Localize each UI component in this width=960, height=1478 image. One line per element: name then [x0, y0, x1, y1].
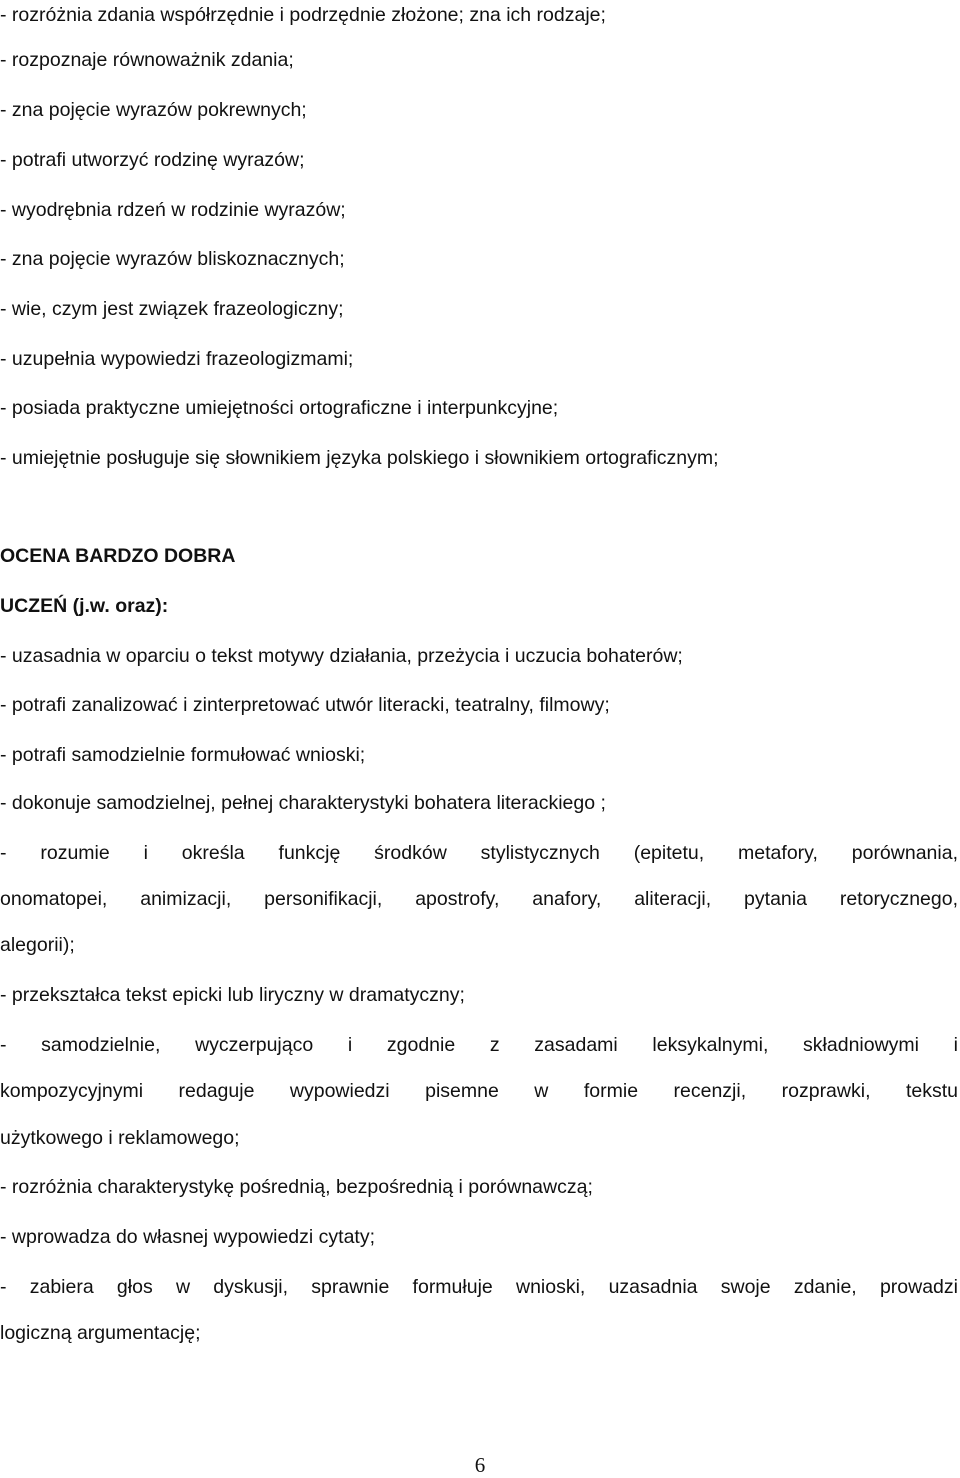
list-item-continuation: onomatopei, animizacji, personifikacji, apostrofy, anafory, aliteracji, pytania retorycznego,	[0, 888, 958, 910]
list-item: - przekształca tekst epicki lub liryczny w dramatyczny;	[0, 984, 465, 1006]
list-item-continuation: logiczną argumentację;	[0, 1322, 201, 1344]
list-item: - umiejętnie posługuje się słownikiem języka polskiego i słownikiem ortograficznym;	[0, 447, 719, 469]
section-subtitle: UCZEŃ (j.w. oraz):	[0, 595, 169, 617]
list-item: - rozumie i określa funkcję środków stylistycznych (epitetu, metafory, porównania,	[0, 842, 958, 864]
list-item-continuation: alegorii);	[0, 934, 75, 956]
list-item: - rozpoznaje równoważnik zdania;	[0, 49, 294, 71]
list-item: - posiada praktyczne umiejętności ortograficzne i interpunkcyjne;	[0, 397, 559, 419]
list-item: - samodzielnie, wyczerpująco i zgodnie z zasadami leksykalnymi, składniowymi i	[0, 1034, 958, 1056]
page-number: 6	[474, 1453, 486, 1477]
list-item: - wyodrębnia rdzeń w rodzinie wyrazów;	[0, 199, 346, 221]
list-item: - potrafi zanalizować i zinterpretować utwór literacki, teatralny, filmowy;	[0, 694, 610, 716]
list-item: - uzasadnia w oparciu o tekst motywy działania, przeżycia i uczucia bohaterów;	[0, 645, 683, 667]
list-item: - rozróżnia charakterystykę pośrednią, bezpośrednią i porównawczą;	[0, 1176, 593, 1198]
list-item: - wie, czym jest związek frazeologiczny;	[0, 298, 344, 320]
section-title: OCENA BARDZO DOBRA	[0, 545, 236, 567]
list-item: - zna pojęcie wyrazów bliskoznacznych;	[0, 248, 345, 270]
list-item: - zna pojęcie wyrazów pokrewnych;	[0, 99, 307, 121]
list-item: - potrafi utworzyć rodzinę wyrazów;	[0, 149, 305, 171]
list-item: - uzupełnia wypowiedzi frazeologizmami;	[0, 348, 354, 370]
list-item: - dokonuje samodzielnej, pełnej charakterystyki bohatera literackiego ;	[0, 792, 606, 814]
list-item: - zabiera głos w dyskusji, sprawnie formułuje wnioski, uzasadnia swoje zdanie, prowadzi	[0, 1276, 958, 1298]
list-item: - potrafi samodzielnie formułować wnioski;	[0, 744, 366, 766]
list-item: - rozróżnia zdania współrzędnie i podrzędnie złożone; zna ich rodzaje;	[0, 4, 606, 26]
list-item: - wprowadza do własnej wypowiedzi cytaty;	[0, 1226, 375, 1248]
list-item-continuation: użytkowego i reklamowego;	[0, 1127, 240, 1149]
list-item-continuation: kompozycyjnymi redaguje wypowiedzi pisemne w formie recenzji, rozprawki, tekstu	[0, 1080, 958, 1102]
